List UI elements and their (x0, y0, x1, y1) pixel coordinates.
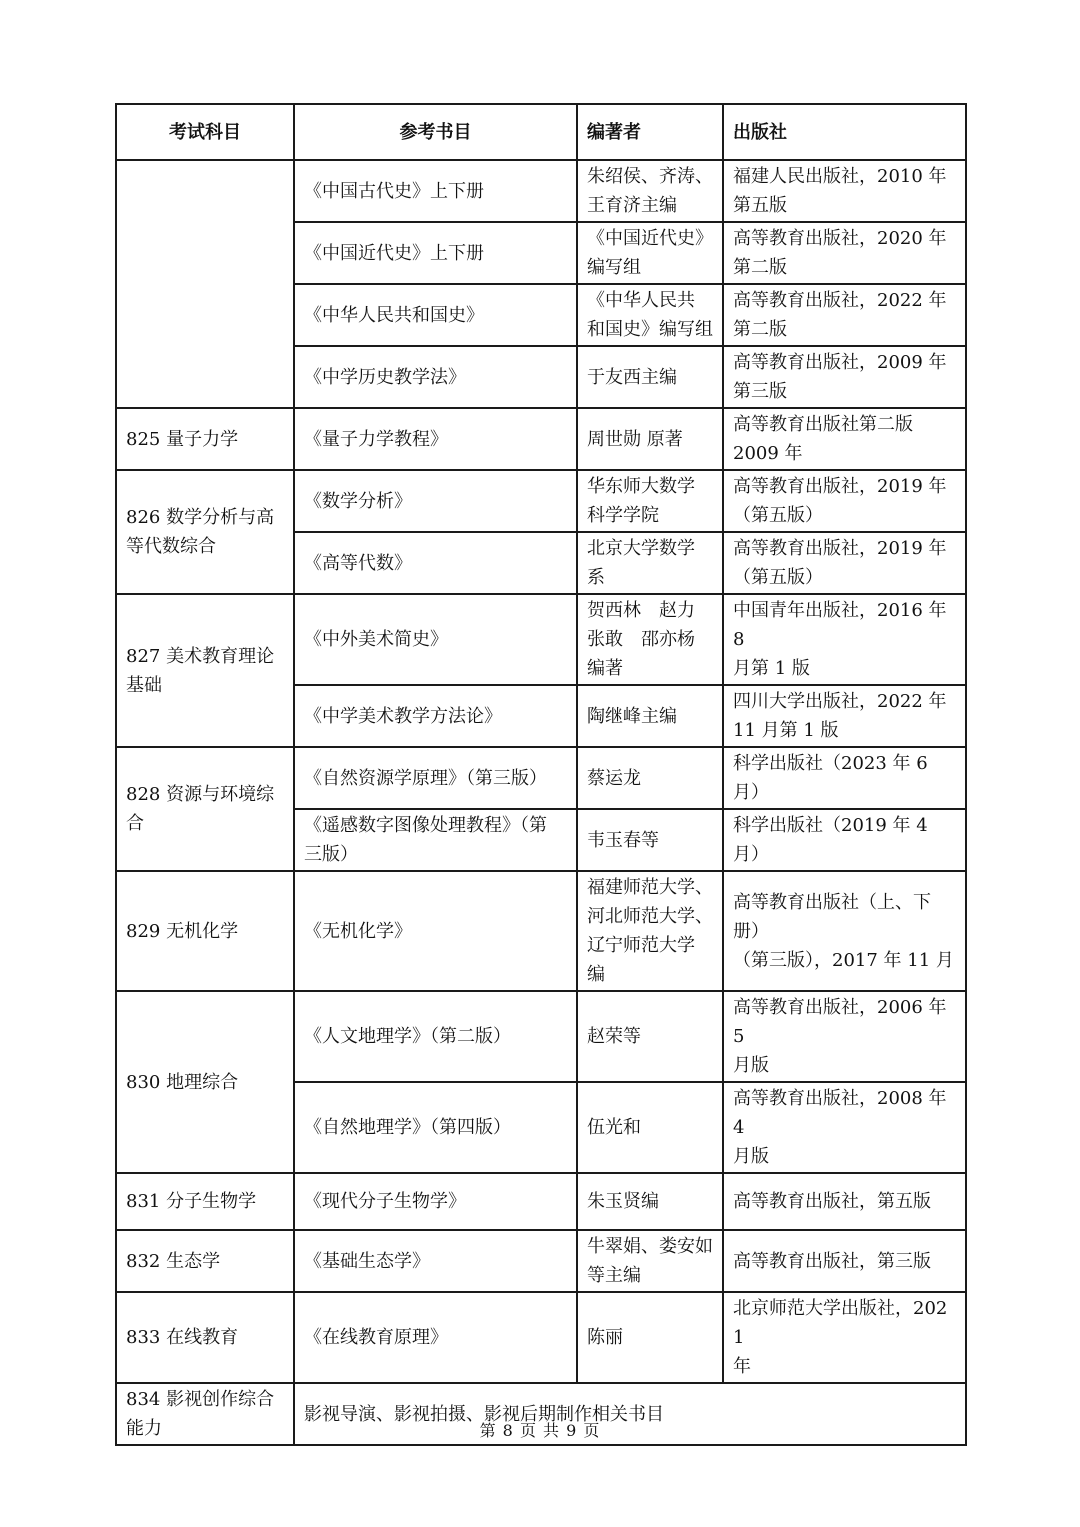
book-cell: 《中华人民共和国史》 (294, 284, 577, 346)
subject-cell: 833 在线教育 (116, 1292, 294, 1383)
publisher-cell: 高等教育出版社，2019 年 （第五版） (723, 532, 966, 594)
publisher-cell: 高等教育出版社，2019 年 （第五版） (723, 470, 966, 532)
book-cell: 《中外美术简史》 (294, 594, 577, 685)
publisher-cell: 科学出版社（2019 年 4 月） (723, 809, 966, 871)
author-cell: 韦玉春等 (577, 809, 723, 871)
book-cell: 《中学美术教学方法论》 (294, 685, 577, 747)
table-row (116, 1173, 966, 1230)
author-cell: 陈丽 (577, 1292, 723, 1383)
book-cell: 《自然资源学原理》（第三版） (294, 747, 577, 809)
subject-cell (116, 160, 294, 408)
author-cell: 贺西林 赵力 张敢 邵亦杨 编著 (577, 594, 723, 685)
reference-books-table (115, 103, 967, 1446)
author-cell: 朱玉贤编 (577, 1173, 723, 1230)
book-cell: 《高等代数》 (294, 532, 577, 594)
table-row (116, 871, 966, 991)
table-row (116, 594, 966, 685)
subject-cell: 831 分子生物学 (116, 1173, 294, 1230)
subject-cell: 828 资源与环境综 合 (116, 747, 294, 871)
subject-cell: 830 地理综合 (116, 991, 294, 1173)
author-cell: 伍光和 (577, 1082, 723, 1173)
author-cell: 赵荣等 (577, 991, 723, 1082)
page-footer: 第 8 页 共 9 页 (479, 1421, 601, 1440)
publisher-cell: 高等教育出版社，2020 年 第二版 (723, 222, 966, 284)
publisher-cell: 高等教育出版社第二版 2009 年 (723, 408, 966, 470)
header-book: 参考书目 (294, 104, 577, 160)
book-cell: 《现代分子生物学》 (294, 1173, 577, 1230)
book-cell: 《在线教育原理》 (294, 1292, 577, 1383)
table-row (116, 408, 966, 470)
publisher-cell: 四川大学出版社，2022 年 11 月第 1 版 (723, 685, 966, 747)
publisher-cell: 高等教育出版社，2022 年 第二版 (723, 284, 966, 346)
table-row (116, 1292, 966, 1383)
table-row (116, 470, 966, 532)
header-subject: 考试科目 (116, 104, 294, 160)
subject-cell: 827 美术教育理论 基础 (116, 594, 294, 747)
author-cell: 北京大学数学 系 (577, 532, 723, 594)
table-row (116, 1230, 966, 1292)
table-row (116, 991, 966, 1082)
publisher-cell: 高等教育出版社，第五版 (723, 1173, 966, 1230)
author-cell: 陶继峰主编 (577, 685, 723, 747)
book-cell: 《基础生态学》 (294, 1230, 577, 1292)
author-cell: 周世勋 原著 (577, 408, 723, 470)
publisher-cell: 中国青年出版社，2016 年 8 月第 1 版 (723, 594, 966, 685)
book-cell: 《遥感数字图像处理教程》（第 三版） (294, 809, 577, 871)
publisher-cell: 科学出版社（2023 年 6 月） (723, 747, 966, 809)
book-cell: 《人文地理学》（第二版） (294, 991, 577, 1082)
table-header-row (116, 104, 966, 160)
book-cell: 《自然地理学》（第四版） (294, 1082, 577, 1173)
header-author: 编著者 (577, 104, 723, 160)
book-cell: 《数学分析》 (294, 470, 577, 532)
publisher-cell: 高等教育出版社（上、下册） （第三版），2017 年 11 月 (723, 871, 966, 991)
author-cell: 《中国近代史》 编写组 (577, 222, 723, 284)
book-cell: 《中国古代史》上下册 (294, 160, 577, 222)
publisher-cell: 北京师范大学出版社，2021 年 (723, 1292, 966, 1383)
author-cell: 华东师大数学 科学学院 (577, 470, 723, 532)
book-cell: 《无机化学》 (294, 871, 577, 991)
book-cell: 《量子力学教程》 (294, 408, 577, 470)
subject-cell: 829 无机化学 (116, 871, 294, 991)
author-cell: 牛翠娟、娄安如 等主编 (577, 1230, 723, 1292)
table-row (116, 160, 966, 222)
publisher-cell: 福建人民出版社，2010 年 第五版 (723, 160, 966, 222)
author-cell: 于友西主编 (577, 346, 723, 408)
publisher-cell: 高等教育出版社，2009 年 第三版 (723, 346, 966, 408)
author-cell: 朱绍侯、齐涛、 王育济主编 (577, 160, 723, 222)
subject-cell: 826 数学分析与高 等代数综合 (116, 470, 294, 594)
book-cell: 影视导演、影视拍摄、影视后期制作相关书目 (294, 1383, 966, 1445)
book-cell: 《中国近代史》上下册 (294, 222, 577, 284)
author-cell: 《中华人民共 和国史》编写组 (577, 284, 723, 346)
table-row (116, 747, 966, 809)
author-cell: 蔡运龙 (577, 747, 723, 809)
publisher-cell: 高等教育出版社，2008 年 4 月版 (723, 1082, 966, 1173)
header-publisher: 出版社 (723, 104, 966, 160)
book-cell: 《中学历史教学法》 (294, 346, 577, 408)
publisher-cell: 高等教育出版社，2006 年 5 月版 (723, 991, 966, 1082)
publisher-cell: 高等教育出版社，第三版 (723, 1230, 966, 1292)
subject-cell: 834 影视创作综合 能力 (116, 1383, 294, 1445)
subject-cell: 832 生态学 (116, 1230, 294, 1292)
author-cell: 福建师范大学、 河北师范大学、 辽宁师范大学 编 (577, 871, 723, 991)
subject-cell: 825 量子力学 (116, 408, 294, 470)
